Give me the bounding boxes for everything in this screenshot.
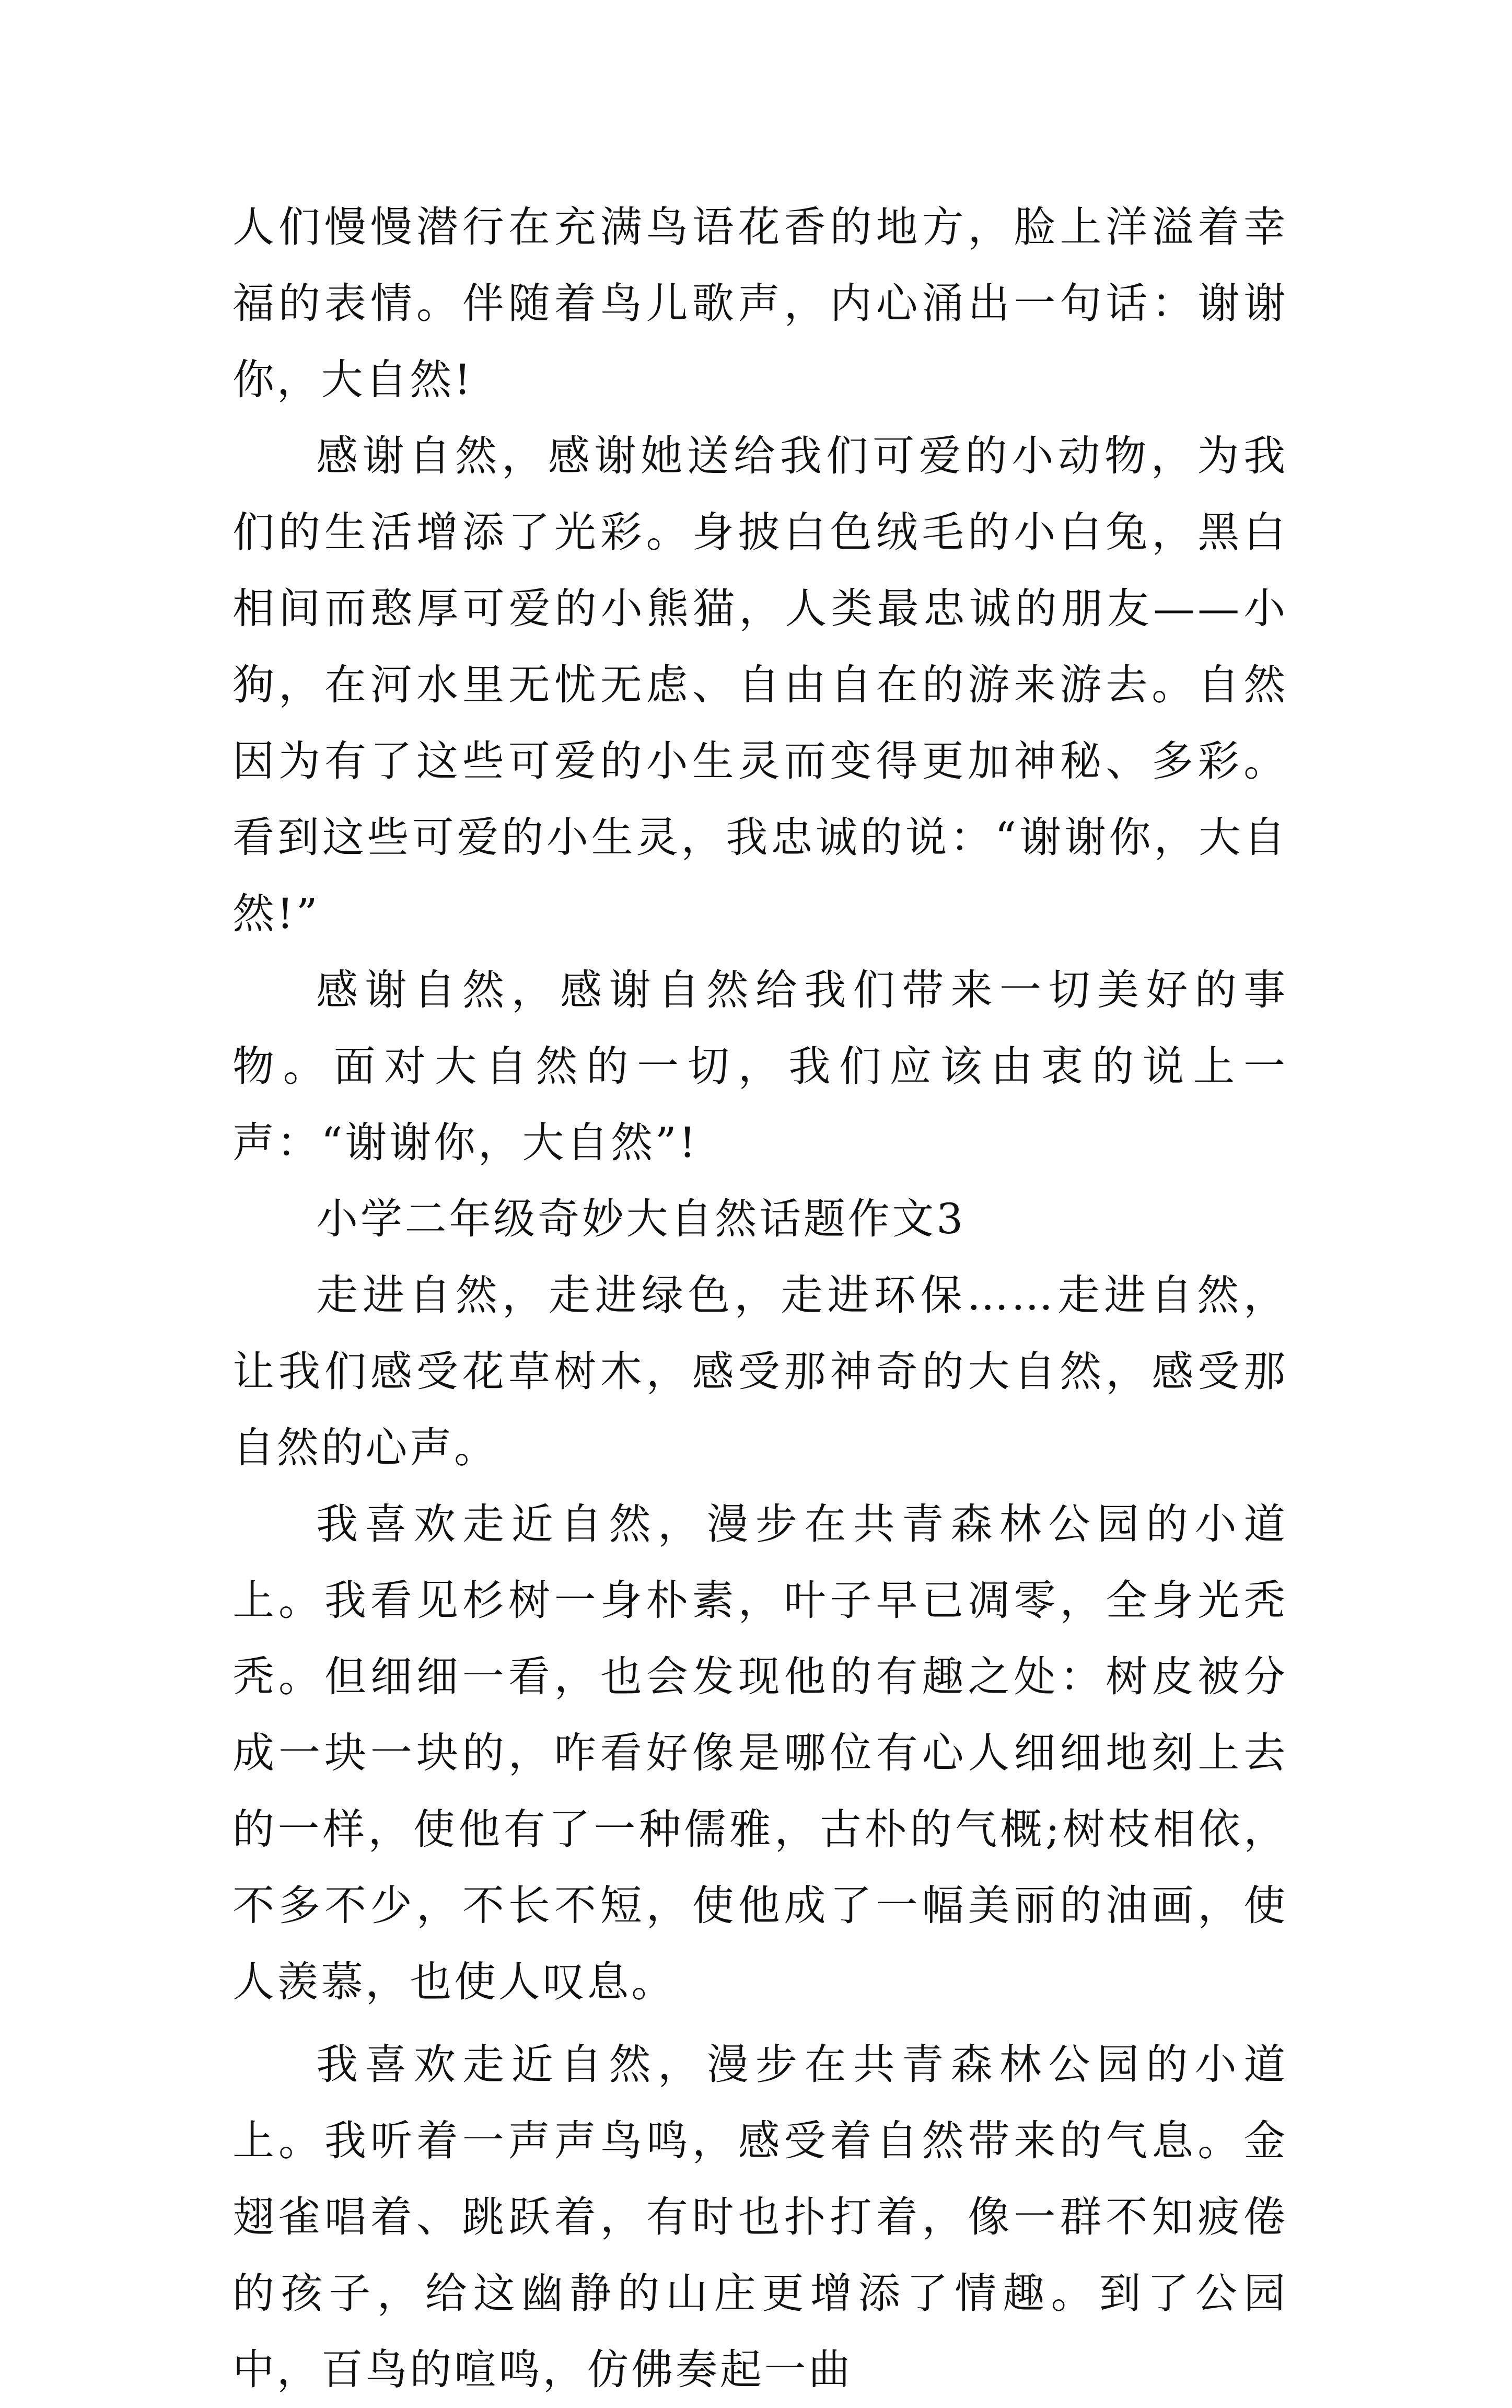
paragraph-5: 我喜欢走近自然，漫步在共青森林公园的小道上。我看见杉树一身朴素，叶子早已凋零，全身光秃秃。但细细一看，也会发现他的有趣之处：树皮被分成一块一块的，咋看好像是哪位有心人细细地刻上去的一样，使他有了一种儒雅，古朴的气概;树枝相依，不多不少，不长不短，使他成了一幅美丽的油画，使人羡慕，也使人叹息。 (232, 1500, 1288, 2006)
paragraph-2: 感谢自然，感谢她送给我们可爱的小动物，为我们的生活增添了光彩。身披白色绒毛的小白兔，黑白相间而憨厚可爱的小熊猫，人类最忠诚的朋友——小狗，在河水里无忧无虑、自由自在的游来游去。自然因为有了这些可爱的小生灵而变得更加神秘、多彩。看到这些可爱的小生灵，我忠诚的说：“谢谢你，大自然!” (232, 432, 1288, 938)
paragraph-6: 我喜欢走近自然，漫步在共青森林公园的小道上。我听着一声声鸟鸣，感受着自然带来的气息。金翅雀唱着、跳跃着，有时也扑打着，像一群不知疲倦的孩子，给这幽静的山庄更增添了情趣。到了公园中，百鸟的喧鸣，仿佛奏起一曲 (232, 2040, 1288, 2394)
section-heading: 小学二年级奇妙大自然话题作文3 (316, 1195, 966, 1243)
paragraph-4: 走进自然，走进绿色，走进环保……走进自然，让我们感受花草树木，感受那神奇的大自然，感受那自然的心声。 (232, 1271, 1288, 1472)
document-page (232, 189, 1288, 2408)
paragraph-1: 人们慢慢潜行在充满鸟语花香的地方，脸上洋溢着幸福的表情。伴随着鸟儿歌声，内心涌出一句话：谢谢你，大自然! (232, 203, 1288, 404)
paragraph-3: 感谢自然，感谢自然给我们带来一切美好的事物。面对大自然的一切，我们应该由衷的说上一声：“谢谢你，大自然”! (232, 966, 1288, 1167)
